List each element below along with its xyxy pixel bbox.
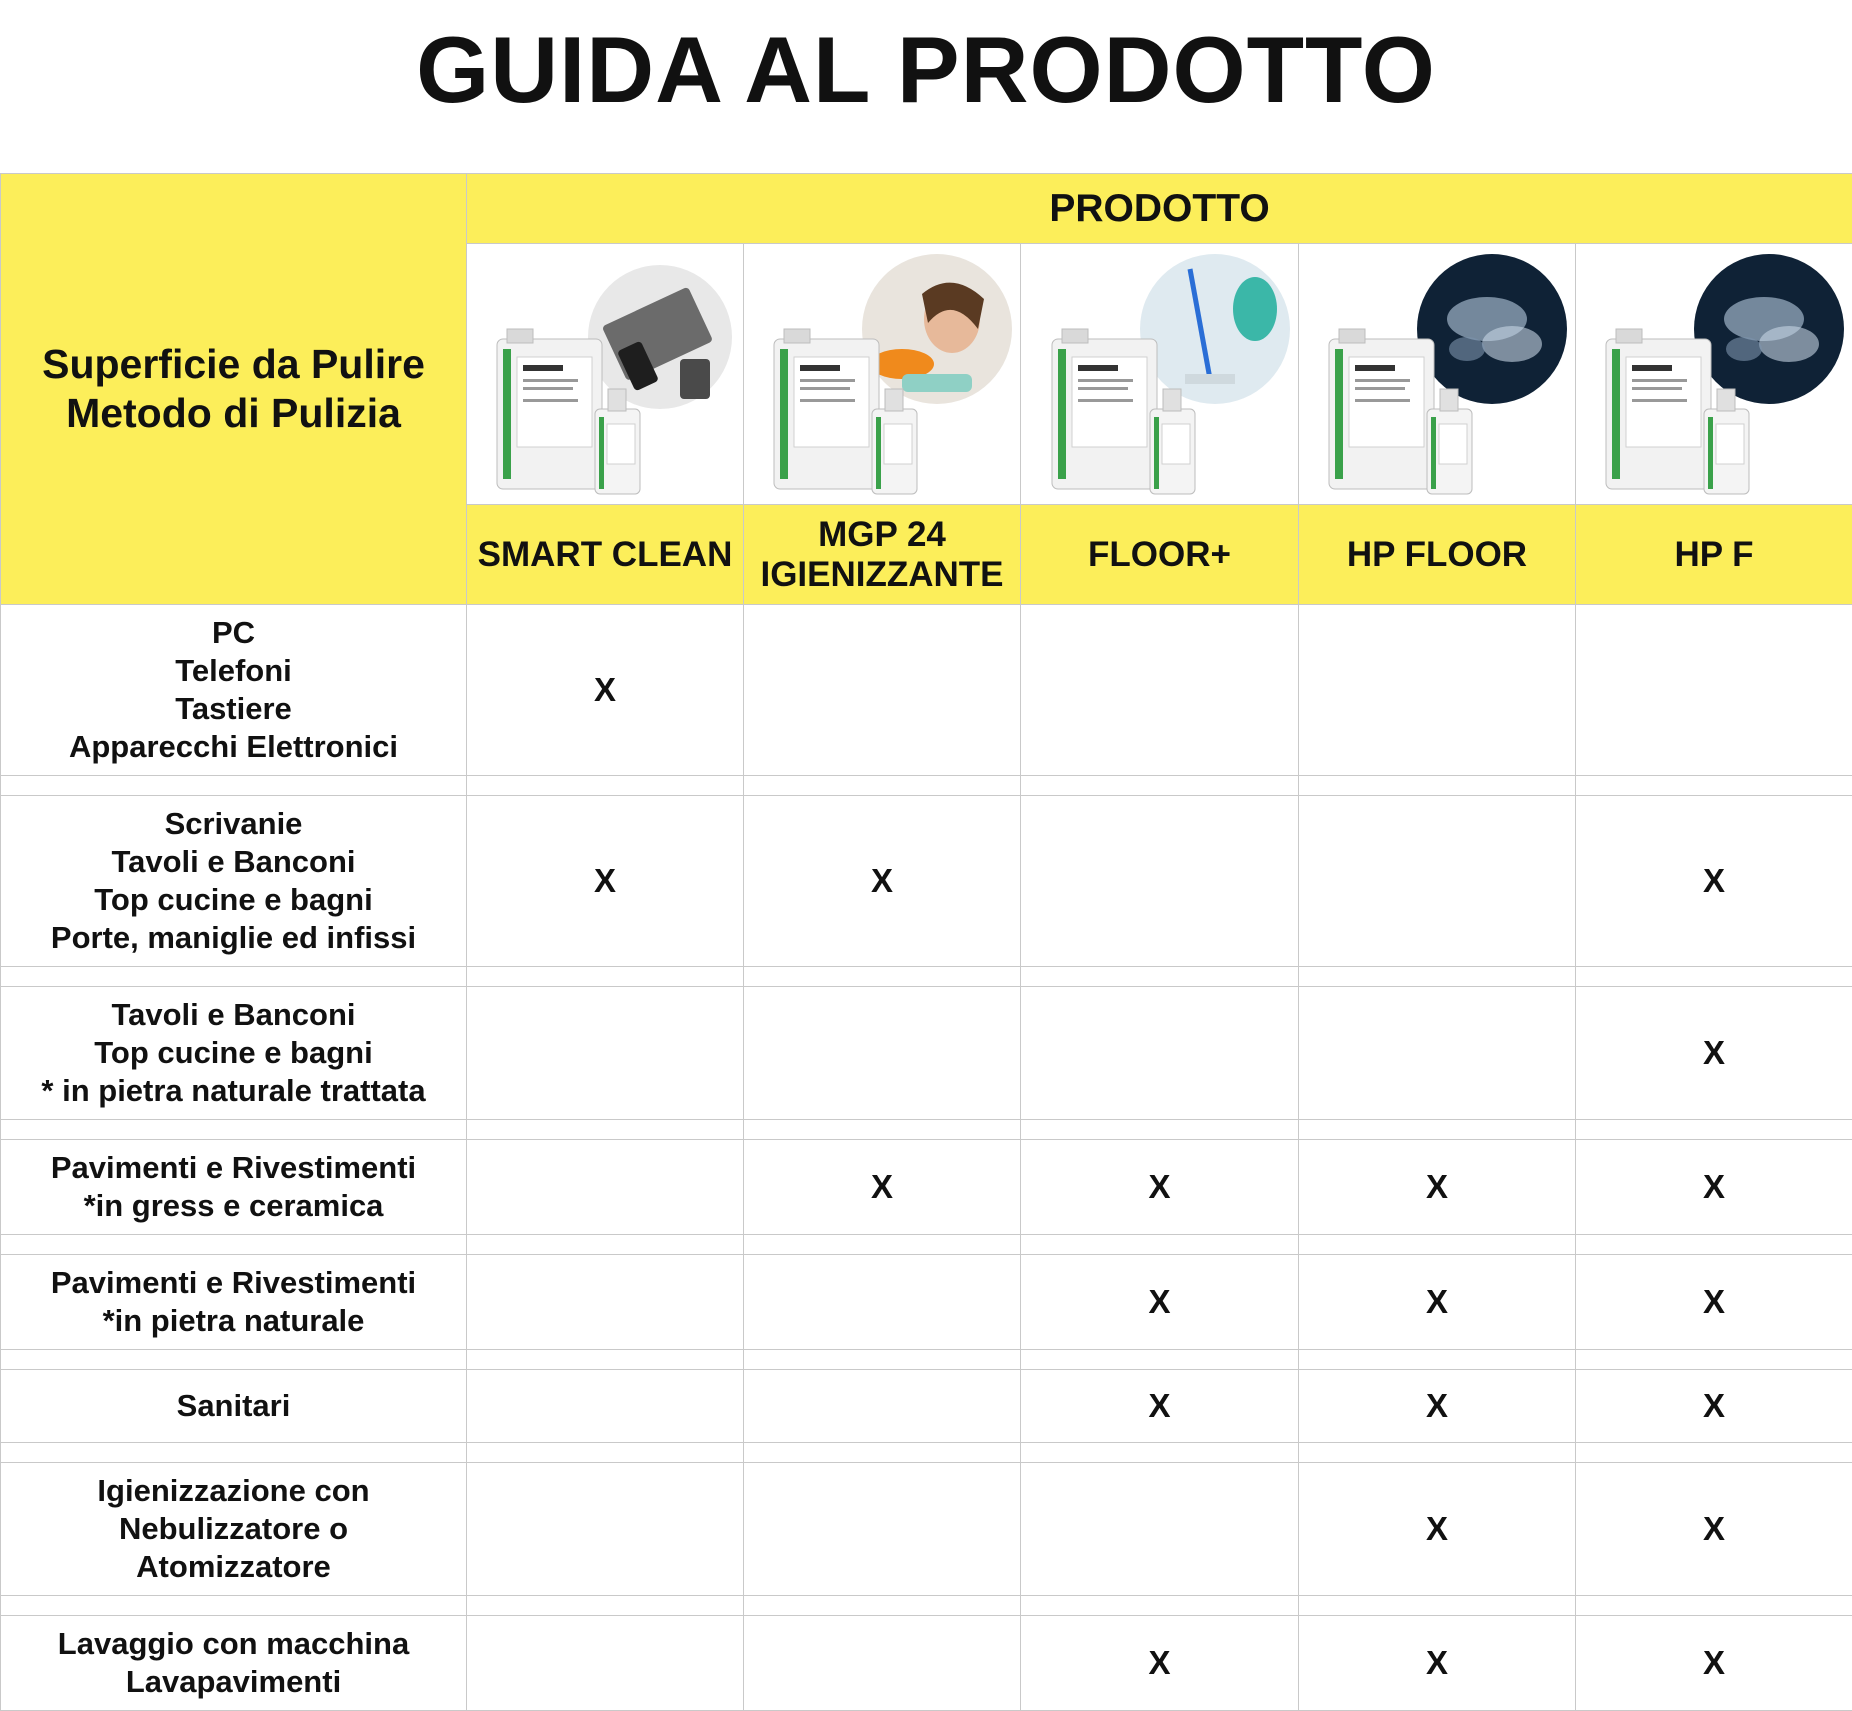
suitable-mark: X — [1148, 1283, 1170, 1320]
spacer-cell — [1299, 1443, 1576, 1463]
spacer-cell — [1021, 1235, 1299, 1255]
spacer-cell — [1576, 1235, 1852, 1255]
surface-row — [1, 1140, 1852, 1235]
surface-line: Top cucine e bagni — [1, 1034, 466, 1072]
spacer-cell — [1021, 1120, 1299, 1140]
suitable-mark: X — [1426, 1168, 1448, 1205]
suitable-mark: X — [1703, 1283, 1725, 1320]
suitability-cell-4 — [1299, 1255, 1576, 1350]
suitable-mark: X — [1426, 1644, 1448, 1681]
suitability-cell-3 — [1021, 605, 1299, 776]
spacer-cell — [467, 1443, 744, 1463]
product-name-line: IGIENIZZANTE — [744, 555, 1020, 594]
suitability-cell-4 — [1299, 1140, 1576, 1235]
surface-cell — [1, 1255, 467, 1350]
suitability-cell-4 — [1299, 1370, 1576, 1443]
row-spacer — [1, 1596, 1852, 1616]
surface-row — [1, 1370, 1852, 1443]
surface-line: Telefoni — [1, 652, 466, 690]
suitability-cell-5 — [1576, 1370, 1852, 1443]
spacer-cell — [1, 1120, 467, 1140]
spacer-cell — [1, 967, 467, 987]
row-spacer — [1, 1235, 1852, 1255]
header-corner-cell — [1, 174, 467, 605]
page-title: GUIDA AL PRODOTTO — [0, 18, 1852, 121]
suitability-cell-5 — [1576, 1255, 1852, 1350]
spacer-cell — [1021, 776, 1299, 796]
header-surface-label: Superficie da Pulire — [1, 340, 466, 389]
product-image-4 — [1299, 244, 1576, 505]
suitable-mark: X — [594, 671, 616, 708]
spacer-cell — [467, 1596, 744, 1616]
spacer-cell — [467, 1350, 744, 1370]
suitable-mark: X — [1426, 1283, 1448, 1320]
spacer-cell — [744, 1350, 1021, 1370]
spacer-cell — [1021, 1350, 1299, 1370]
product-name-line: MGP 24 — [744, 515, 1020, 554]
surface-line: Top cucine e bagni — [1, 881, 466, 919]
spacer-cell — [467, 776, 744, 796]
suitable-mark: X — [1148, 1168, 1170, 1205]
surface-line: Pavimenti e Rivestimenti — [1, 1149, 466, 1187]
surface-cell — [1, 1616, 467, 1711]
product-image-5 — [1576, 244, 1852, 505]
surface-line: * in pietra naturale trattata — [1, 1072, 466, 1110]
suitability-cell-4 — [1299, 605, 1576, 776]
product-image-2 — [744, 244, 1021, 505]
suitable-mark: X — [871, 1168, 893, 1205]
suitability-cell-5 — [1576, 987, 1852, 1120]
spacer-cell — [1021, 1596, 1299, 1616]
spacer-cell — [1299, 967, 1576, 987]
surface-line: PC — [1, 614, 466, 652]
surface-line: Nebulizzatore o — [1, 1510, 466, 1548]
header-method-label: Metodo di Pulizia — [1, 389, 466, 438]
suitable-mark: X — [1703, 1644, 1725, 1681]
suitability-cell-1 — [467, 987, 744, 1120]
suitability-cell-1 — [467, 1463, 744, 1596]
spacer-cell — [1, 1350, 467, 1370]
suitability-cell-2 — [744, 987, 1021, 1120]
suitability-cell-4 — [1299, 987, 1576, 1120]
suitability-cell-2 — [744, 1616, 1021, 1711]
suitability-cell-3 — [1021, 1616, 1299, 1711]
suitable-mark: X — [1703, 1168, 1725, 1205]
suitability-cell-1 — [467, 1255, 744, 1350]
spacer-cell — [1, 1596, 467, 1616]
surface-line: Lavapavimenti — [1, 1663, 466, 1701]
spacer-cell — [744, 1235, 1021, 1255]
suitability-cell-5 — [1576, 1140, 1852, 1235]
spacer-cell — [467, 1120, 744, 1140]
product-name-5: HP F — [1576, 505, 1852, 605]
spacer-cell — [744, 967, 1021, 987]
product-guide-table — [0, 173, 1852, 1711]
spacer-cell — [1299, 776, 1576, 796]
suitability-cell-5 — [1576, 1616, 1852, 1711]
row-spacer — [1, 1120, 1852, 1140]
product-name-1: SMART CLEAN — [467, 505, 744, 605]
spacer-cell — [1576, 1443, 1852, 1463]
row-spacer — [1, 1350, 1852, 1370]
product-name-3: FLOOR+ — [1021, 505, 1299, 605]
suitable-mark: X — [1703, 862, 1725, 899]
spacer-cell — [1021, 1443, 1299, 1463]
spacer-cell — [744, 776, 1021, 796]
spacer-cell — [1, 776, 467, 796]
surface-row — [1, 1255, 1852, 1350]
surface-row — [1, 796, 1852, 967]
product-photo — [475, 249, 735, 499]
spacer-cell — [1, 1235, 467, 1255]
surface-row — [1, 987, 1852, 1120]
suitability-cell-3 — [1021, 1255, 1299, 1350]
spacer-cell — [744, 1443, 1021, 1463]
surface-line: Pavimenti e Rivestimenti — [1, 1264, 466, 1302]
spacer-cell — [1576, 776, 1852, 796]
suitability-cell-3 — [1021, 796, 1299, 967]
surface-line: *in pietra naturale — [1, 1302, 466, 1340]
suitability-cell-5 — [1576, 796, 1852, 967]
suitable-mark: X — [1703, 1034, 1725, 1071]
suitability-cell-1 — [467, 605, 744, 776]
row-spacer — [1, 1443, 1852, 1463]
product-image-1 — [467, 244, 744, 505]
suitability-cell-4 — [1299, 796, 1576, 967]
suitability-cell-2 — [744, 1255, 1021, 1350]
spacer-cell — [1576, 967, 1852, 987]
spacer-cell — [1299, 1235, 1576, 1255]
product-photo — [752, 249, 1012, 499]
surface-cell — [1, 1463, 467, 1596]
spacer-cell — [1299, 1120, 1576, 1140]
surface-line: Tastiere — [1, 690, 466, 728]
spacer-cell — [1576, 1120, 1852, 1140]
suitable-mark: X — [1426, 1510, 1448, 1547]
suitability-cell-1 — [467, 1616, 744, 1711]
suitability-cell-1 — [467, 796, 744, 967]
suitable-mark: X — [1148, 1387, 1170, 1424]
surface-cell — [1, 605, 467, 776]
suitability-cell-5 — [1576, 1463, 1852, 1596]
row-spacer — [1, 776, 1852, 796]
suitable-mark: X — [1703, 1387, 1725, 1424]
surface-cell — [1, 1370, 467, 1443]
spacer-cell — [1576, 1596, 1852, 1616]
surface-line: Apparecchi Elettronici — [1, 728, 466, 766]
suitability-cell-2 — [744, 1463, 1021, 1596]
spacer-cell — [467, 967, 744, 987]
surface-line: Scrivanie — [1, 805, 466, 843]
surface-cell — [1, 796, 467, 967]
spacer-cell — [744, 1596, 1021, 1616]
suitability-cell-2 — [744, 1140, 1021, 1235]
spacer-cell — [1021, 967, 1299, 987]
surface-row — [1, 1616, 1852, 1711]
suitability-cell-1 — [467, 1140, 744, 1235]
suitability-cell-2 — [744, 796, 1021, 967]
spacer-cell — [1299, 1596, 1576, 1616]
suitability-cell-3 — [1021, 987, 1299, 1120]
suitable-mark: X — [1148, 1644, 1170, 1681]
suitability-cell-1 — [467, 1370, 744, 1443]
row-spacer — [1, 967, 1852, 987]
product-name-4: HP FLOOR — [1299, 505, 1576, 605]
surface-cell — [1, 987, 467, 1120]
suitability-cell-3 — [1021, 1140, 1299, 1235]
product-photo — [1307, 249, 1567, 499]
product-heading: PRODOTTO — [467, 174, 1852, 244]
suitability-cell-2 — [744, 1370, 1021, 1443]
product-photo — [1030, 249, 1290, 499]
product-name-2 — [744, 505, 1021, 605]
suitable-mark: X — [871, 862, 893, 899]
surface-line: Atomizzatore — [1, 1548, 466, 1586]
spacer-cell — [467, 1235, 744, 1255]
suitability-cell-3 — [1021, 1370, 1299, 1443]
suitability-cell-2 — [744, 605, 1021, 776]
surface-row — [1, 605, 1852, 776]
suitability-cell-4 — [1299, 1463, 1576, 1596]
suitable-mark: X — [1426, 1387, 1448, 1424]
surface-line: Lavaggio con macchina — [1, 1625, 466, 1663]
surface-line: Tavoli e Banconi — [1, 843, 466, 881]
suitable-mark: X — [1703, 1510, 1725, 1547]
suitability-cell-5 — [1576, 605, 1852, 776]
suitable-mark: X — [594, 862, 616, 899]
spacer-cell — [1299, 1350, 1576, 1370]
surface-row — [1, 1463, 1852, 1596]
surface-cell — [1, 1140, 467, 1235]
surface-line: *in gress e ceramica — [1, 1187, 466, 1225]
surface-line: Tavoli e Banconi — [1, 996, 466, 1034]
product-image-3 — [1021, 244, 1299, 505]
suitability-cell-4 — [1299, 1616, 1576, 1711]
spacer-cell — [1576, 1350, 1852, 1370]
suitability-cell-3 — [1021, 1463, 1299, 1596]
spacer-cell — [1, 1443, 467, 1463]
surface-line: Porte, maniglie ed infissi — [1, 919, 466, 957]
spacer-cell — [744, 1120, 1021, 1140]
product-photo — [1584, 249, 1844, 499]
surface-line: Igienizzazione con — [1, 1472, 466, 1510]
surface-line: Sanitari — [1, 1387, 466, 1425]
